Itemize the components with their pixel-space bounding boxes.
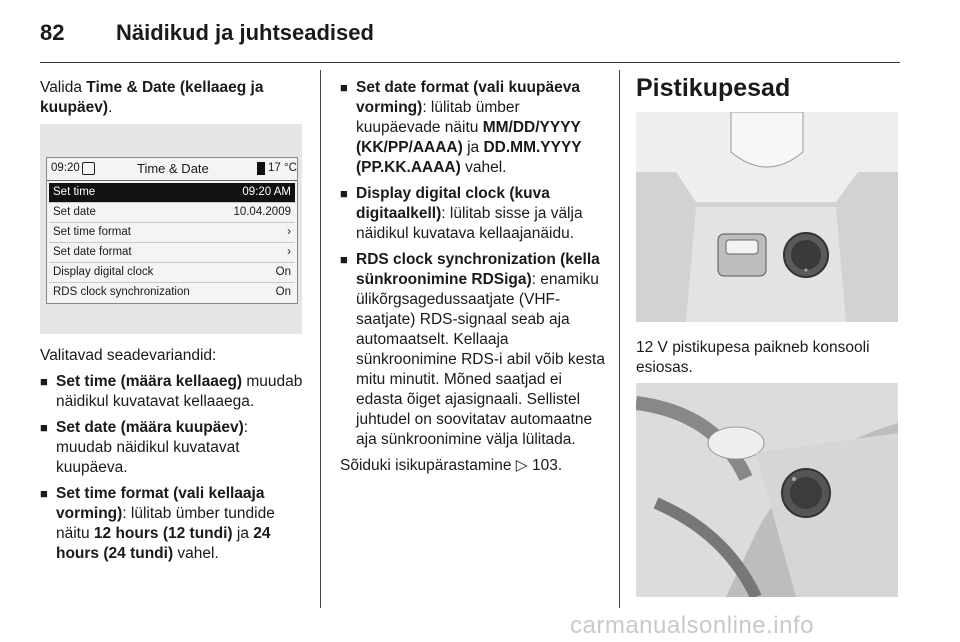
left-intro: [40, 78, 306, 118]
display-row-value: On: [275, 286, 291, 298]
page-number: 82: [40, 20, 65, 45]
cross-reference-text: Sõiduki isikupärastamine: [340, 457, 516, 474]
display-row-label: Set time: [53, 186, 96, 198]
list-item: [340, 184, 606, 244]
variants-list: [40, 372, 308, 564]
display-row: [49, 263, 295, 283]
display-row-label: Set time format: [53, 226, 131, 238]
display-row-label: Set date: [53, 206, 96, 218]
display-row-value: 10.04.2009: [233, 206, 291, 218]
display-row: [49, 223, 295, 243]
item-desc: : enamiku ülikõrgsagedussaatjate (VHF-saatjate) RDS-signaal seab aja automaatselt. Kellaaja sünkroonimine RDS-i abil võib kesta mitu minutit. Mõned saatjad ei edasta õiget ajasignaali. Sellistel juhtudel on soovitatav automaatne aja sünkroonimine välja lülitada.: [356, 271, 605, 448]
section-heading: Pistikupesad: [636, 74, 791, 102]
display-row: [49, 203, 295, 223]
item-term: Set time format (vali kellaaja vorming): [56, 485, 265, 522]
intro-prefix: Valida: [40, 79, 87, 96]
list-item: [340, 250, 606, 450]
caption-text: 12 V pistikupesa paikneb konsooli esiosas.: [636, 339, 870, 376]
item-term: Set time (määra kellaaeg): [56, 373, 243, 390]
chevron-right-icon: ›: [287, 226, 291, 238]
item-desc: vahel.: [173, 545, 219, 562]
display-title: Time & Date: [137, 161, 209, 176]
watermark: carmanualsonline.info: [570, 612, 814, 639]
item-term: RDS clock synchronization (kella sünkroonimine RDSiga): [356, 251, 600, 288]
power-outlet-photo: [636, 112, 898, 322]
list-item: [40, 372, 308, 412]
item-term: Display digital clock (kuva digitaalkell): [356, 185, 550, 222]
variants-label: Valitavad seadevariandid:: [40, 347, 217, 364]
display-row-label: Set date format: [53, 246, 132, 258]
list-item: [40, 418, 308, 478]
page-title: Näidikud ja juhtseadised: [116, 20, 374, 45]
item-desc: vahel.: [460, 159, 507, 176]
page-reference-icon: ▷: [515, 457, 532, 474]
column-divider-2: [619, 70, 620, 608]
display-status-bar: [47, 158, 297, 181]
item-desc: muudab näidikul kuvatavat kellaaega.: [56, 373, 303, 410]
phone-icon: [257, 162, 265, 175]
cross-reference-page: 103.: [532, 457, 563, 474]
item-desc: : lülitab ümber kuupäevade näitu: [356, 99, 520, 136]
outlet-caption: [636, 338, 898, 378]
display-row-label: RDS clock synchronization: [53, 286, 190, 298]
item-term: Set date (määra kuupäev): [56, 419, 244, 436]
item-desc: ja: [462, 139, 484, 156]
time-date-display-image: [46, 157, 298, 304]
item-term: Set date format (vali kuupäeva vorming): [356, 79, 580, 116]
item-term: 24 hours (24 tundi): [56, 525, 271, 562]
display-row-value: On: [275, 266, 291, 278]
display-row-value: 09:20 AM: [242, 186, 291, 198]
item-term: 12 hours (12 tundi): [93, 525, 233, 542]
rear-outlet-photo: [636, 383, 898, 597]
display-row: [49, 243, 295, 263]
left-variants: [40, 346, 308, 570]
intro-suffix: .: [108, 99, 113, 116]
item-term: DD.MM.YYYY (PP.KK.AAAA): [356, 139, 582, 176]
cross-reference[interactable]: [340, 456, 606, 476]
header-divider: [40, 62, 900, 63]
item-desc: : lülitab sisse ja välja näidikul kuvatava kellaajanäidu.: [356, 205, 583, 242]
column-divider-1: [320, 70, 321, 608]
display-row: [49, 283, 295, 302]
display-row: [49, 183, 295, 203]
display-temperature: 17 °C: [268, 162, 297, 174]
list-item: [40, 484, 308, 564]
item-desc: : lülitab ümber tundide näitu: [56, 505, 275, 542]
item-term: MM/DD/YYYY (KK/PP/AAAA): [356, 119, 581, 156]
clock-icon: [82, 162, 95, 175]
display-row-label: Display digital clock: [53, 266, 154, 278]
middle-column: [340, 78, 606, 476]
item-desc: : muudab näidikul kuvatavat kuupäeva.: [56, 419, 249, 476]
display-time: 09:20: [51, 162, 80, 174]
list-item: [340, 78, 606, 178]
chevron-right-icon: ›: [287, 246, 291, 258]
options-list: [340, 78, 606, 450]
intro-menu-name: Time & Date (kellaaeg ja kuupäev): [40, 79, 264, 116]
item-desc: ja: [232, 525, 254, 542]
